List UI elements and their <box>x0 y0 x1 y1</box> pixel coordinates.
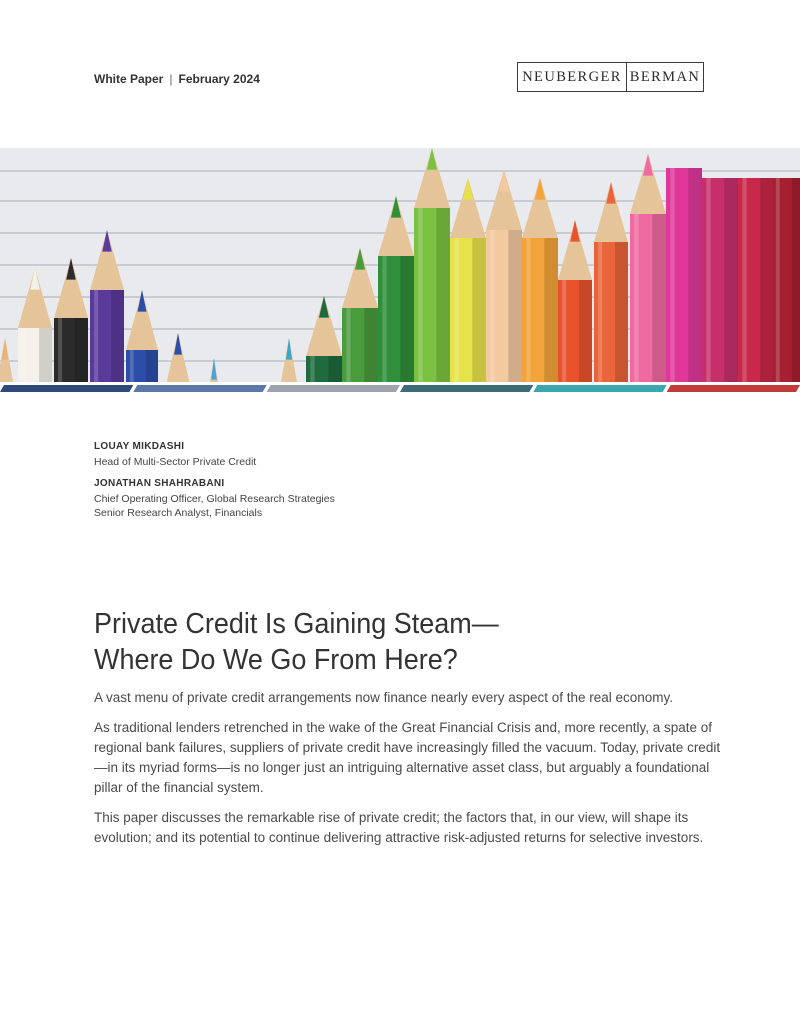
author-role: Head of Multi-Sector Private Credit <box>94 456 257 468</box>
stripe-segment <box>533 385 666 392</box>
stripe-segment <box>0 385 133 392</box>
title-line-1: Private Credit Is Gaining Steam— <box>94 608 499 640</box>
author-role: Chief Operating Officer, Global Research Strategies <box>94 493 335 505</box>
header-separator: | <box>169 72 173 86</box>
hero-pencils-image <box>0 148 800 382</box>
logo-part-neuberger: NEUBERGER <box>518 63 627 91</box>
author-name: JONATHAN SHAHRABANI <box>94 478 225 489</box>
intro-paragraph: As traditional lenders retrenched in the wake of the Great Financial Crisis and, more recently, a spate of regional bank failures, suppliers of private credit have increasingly filled the vacuum. Today, private credit—in its myriad forms—is no longer just an intriguing alternative asset class, but arguably a foundational pillar of the financial system. <box>94 720 721 795</box>
page-title <box>94 606 689 678</box>
intro-paragraph: This paper discusses the remarkable rise of private credit; the factors that, in our view, will shape its evolution; and its potential to continue delivering attractive risk-adjusted returns for selective investors. <box>94 810 704 845</box>
stripe-segment <box>400 385 533 392</box>
stripe-segment <box>133 385 266 392</box>
author-role: Senior Research Analyst, Financials <box>94 507 263 519</box>
stripe-segment <box>267 385 400 392</box>
title-line-2: Where Do We Go From Here? <box>94 644 458 676</box>
logo-part-berman: BERMAN <box>629 68 701 85</box>
author-2 <box>94 478 335 520</box>
color-stripe-divider <box>0 385 800 392</box>
pencils-illustration <box>0 148 800 382</box>
intro-body <box>94 688 724 858</box>
author-1 <box>94 441 335 469</box>
doc-type: White Paper <box>94 72 164 86</box>
intro-paragraph: A vast menu of private credit arrangements now finance nearly every aspect of the real economy. <box>94 690 674 705</box>
author-name: LOUAY MIKDASHI <box>94 441 185 452</box>
authors-block <box>94 441 335 529</box>
stripe-segment <box>667 385 800 392</box>
doc-date: February 2024 <box>178 72 260 86</box>
header-doc-info <box>94 72 260 86</box>
neuberger-berman-logo <box>517 62 704 92</box>
